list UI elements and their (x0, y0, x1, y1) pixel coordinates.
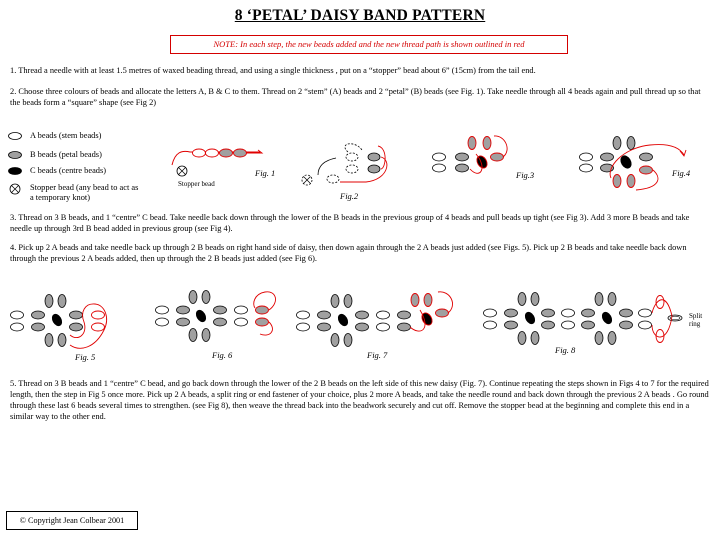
fig5-label: Fig. 5 (75, 352, 96, 362)
stopper-label: Stopper bead (178, 180, 215, 188)
copyright-box: © Copyright Jean Colbear 2001 (6, 511, 138, 530)
fig7-diagram (297, 292, 453, 347)
fig1-label: Fig. 1 (255, 168, 276, 178)
fig8-diagram (484, 293, 683, 345)
fig7-label: Fig. 7 (367, 350, 388, 360)
step-3-text: 3. Thread on 3 B beads, and 1 “centre” C bead. Take needle back down through the lower of the B beads in the previous group of 4 beads and pull beads up tight (see Fig 3). Add 3 more B beads and take needle up through 3rd B bead added in previous group (see Fig 4). (10, 213, 690, 233)
legend-label: C beads (centre beads) (30, 166, 107, 175)
legend-label: Stopper bead (any bead to act as a temporary knot) (30, 183, 139, 202)
fig8-label: Fig. 8 (555, 345, 576, 355)
split-ring-label: Split ring (689, 312, 703, 328)
step-4-text: 4. Pick up 2 A beads and take needle back up through 2 B beads on right hand side of daisy, then down again through the 2 A beads just added (see Figs. 5). Pick up 2 B beads and take needle back down through the previous 2 A beads added, then up through the 2 B beads just added (see Fig 6). (10, 243, 687, 263)
legend-label: A beads (stem beads) (30, 131, 102, 140)
page-title: 8 ‘PETAL’ DAISY BAND PATTERN (234, 7, 486, 24)
fig6-label: Fig. 6 (212, 350, 233, 360)
note-box: NOTE: In each step, the new beads added and the new thread path is shown outlined in red (170, 35, 568, 54)
fig4-label: Fig.4 (672, 168, 691, 178)
step-2-text: 2. Choose three colours of beads and allocate the letters A, B & C to them. Thread on 2 “stem” (A) beads and 2 “petal” (B) beads (see Fig. 1). Take needle through all 4 beads again and pull thread up so that the beads form a “square” shape (see Fig 2) (10, 87, 701, 107)
step-1-text: 1. Thread a needle with at least 1.5 metres of waxed beading thread, and using a single thickness , put on a “stopper” bead about 6” (15cm) from the tail end. (10, 66, 536, 75)
fig3-label: Fig.3 (516, 170, 535, 180)
legend-label: B beads (petal beads) (30, 150, 102, 159)
fig5-diagram (11, 295, 107, 349)
fig2-label: Fig.2 (340, 191, 359, 201)
step-5-text: 5. Thread on 3 B beads and 1 “centre” C bead, and go back down through the lower of the 2 B beads on the left side of this new daisy (Fig. 7). Continue repeating the steps shown in Figs 4 to 7 for the required length, then the step in Fig 5 once more. Pick up 2 A beads, a split ring or end fastener of your choice, plus 2 more A beads, and take the needle round and back down through the previous 2 A beads . Go round through these last 6 beads several times to strengthen. (see Fig 8), then weave the thread back into the beadwork securely and cut off. Remove the stopper bead at the beginning and complete this end in a similar way to the other end. (10, 379, 709, 421)
fig6-diagram (156, 291, 276, 342)
